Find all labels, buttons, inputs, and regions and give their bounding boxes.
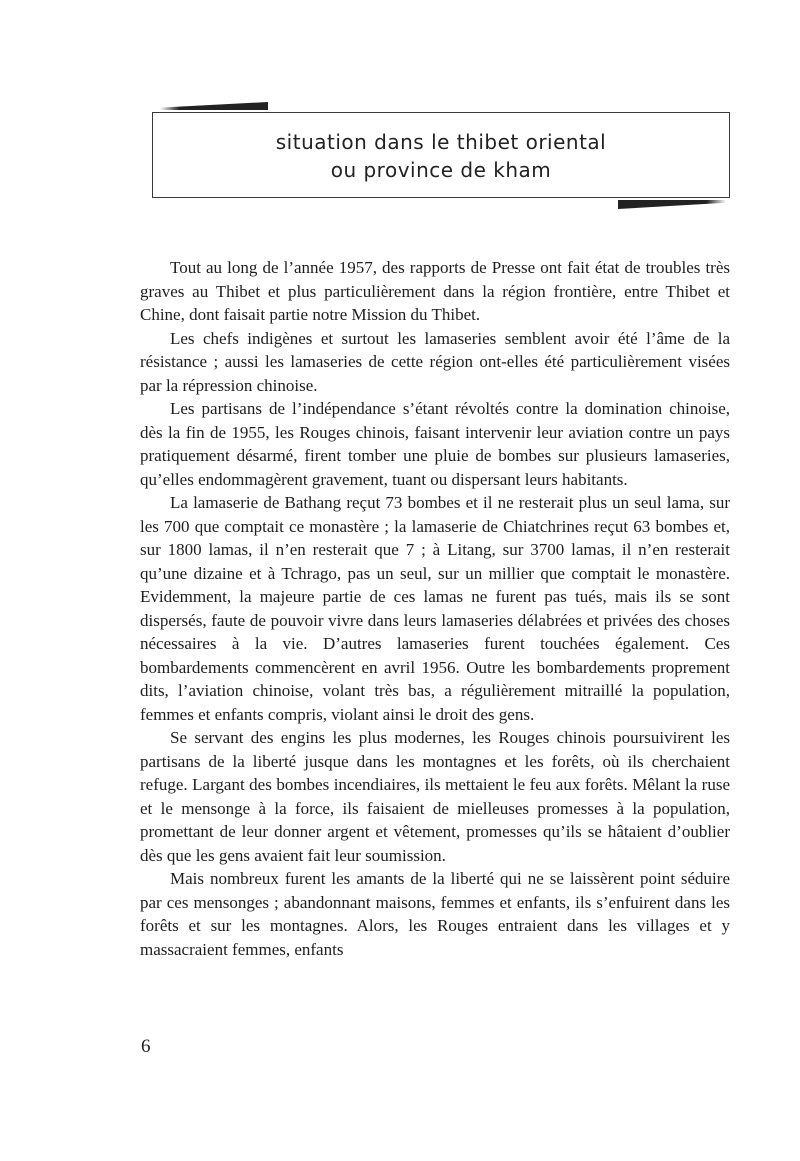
chapter-title-line-1: situation dans le thibet oriental xyxy=(275,130,607,154)
chapter-title-line-2: ou province de kham xyxy=(330,158,552,182)
paragraph-2: Les chefs indigènes et surtout les lamaseries semblent avoir été l’âme de la résistance ; aussi les lamaseries de cette région ont-elles été particulièrement visées par la répression chinoise. xyxy=(140,328,730,395)
title-decorative-bar-top xyxy=(160,102,268,110)
body-text xyxy=(140,256,730,961)
paragraph-3: Les partisans de l’indépendance s’étant révoltés contre la domination chinoise, dès la fin de 1955, les Rouges chinois, faisant intervenir leur aviation contre un pays pratiquement désarmé, firent tomber une pluie de bombes sur plusieurs lamaseries, qu’elles endommagèrent gravement, tuant ou dispersant leurs habitants. xyxy=(140,399,730,489)
chapter-title xyxy=(152,128,730,184)
paragraph-6: Mais nombreux furent les amants de la liberté qui ne se laissèrent point séduire par ces mensonges ; abandonnant maisons, femmes et enfants, ils s’enfuirent dans les forêts et sur les montagnes. Alors, les Rouges entraient dans les villages et y massacraient femmes, enfants xyxy=(140,869,730,959)
paragraph-4: La lamaserie de Bathang reçut 73 bombes et il ne resterait plus un seul lama, sur les 700 que comptait ce monastère ; la lamaserie de Chiatchrines reçut 63 bombes et, sur 1800 lamas, il n’en resterait que 7 ; à Litang, sur 3700 lamas, il n’en resterait qu’une dizaine et à Tchrago, pas un seul, sur un millier que comptait le monastère. Evidemment, la majeure partie de ces lamas ne furent pas tués, mais ils se sont dispersés, faute de pouvoir vivre dans leurs lamaseries délabrées et privées des choses nécessaires à la vie. D’autres lamaseries furent touchées également. Ces bombardements commencèrent en avril 1956. Outre les bombardements proprement dits, l’aviation chinoise, volant très bas, a régulièrement mitraillé la population, femmes et enfants compris, violant ainsi le droit des gens. xyxy=(140,493,730,724)
paragraph-5: Se servant des engins les plus modernes, les Rouges chinois poursuivirent les partisans de la liberté jusque dans les montagnes et les forêts, où ils cherchaient refuge. Largant des bombes incendiaires, ils mettaient le feu aux forêts. Mêlant la ruse et le mensonge à la force, ils faisaient de mielleuses promesses à la population, promettant de leur donner argent et vêtement, promesses qu’ils se hâtaient d’oublier dès que les gens avaient fait leur soumission. xyxy=(140,728,730,865)
paragraph-1: Tout au long de l’année 1957, des rapports de Presse ont fait état de troubles très graves au Thibet et plus particulièrement dans la région frontière, entre Thibet et Chine, dont faisait partie notre Mission du Thibet. xyxy=(140,258,730,324)
title-decorative-bar-bottom xyxy=(618,200,726,209)
page-number: 6 xyxy=(141,1036,151,1057)
